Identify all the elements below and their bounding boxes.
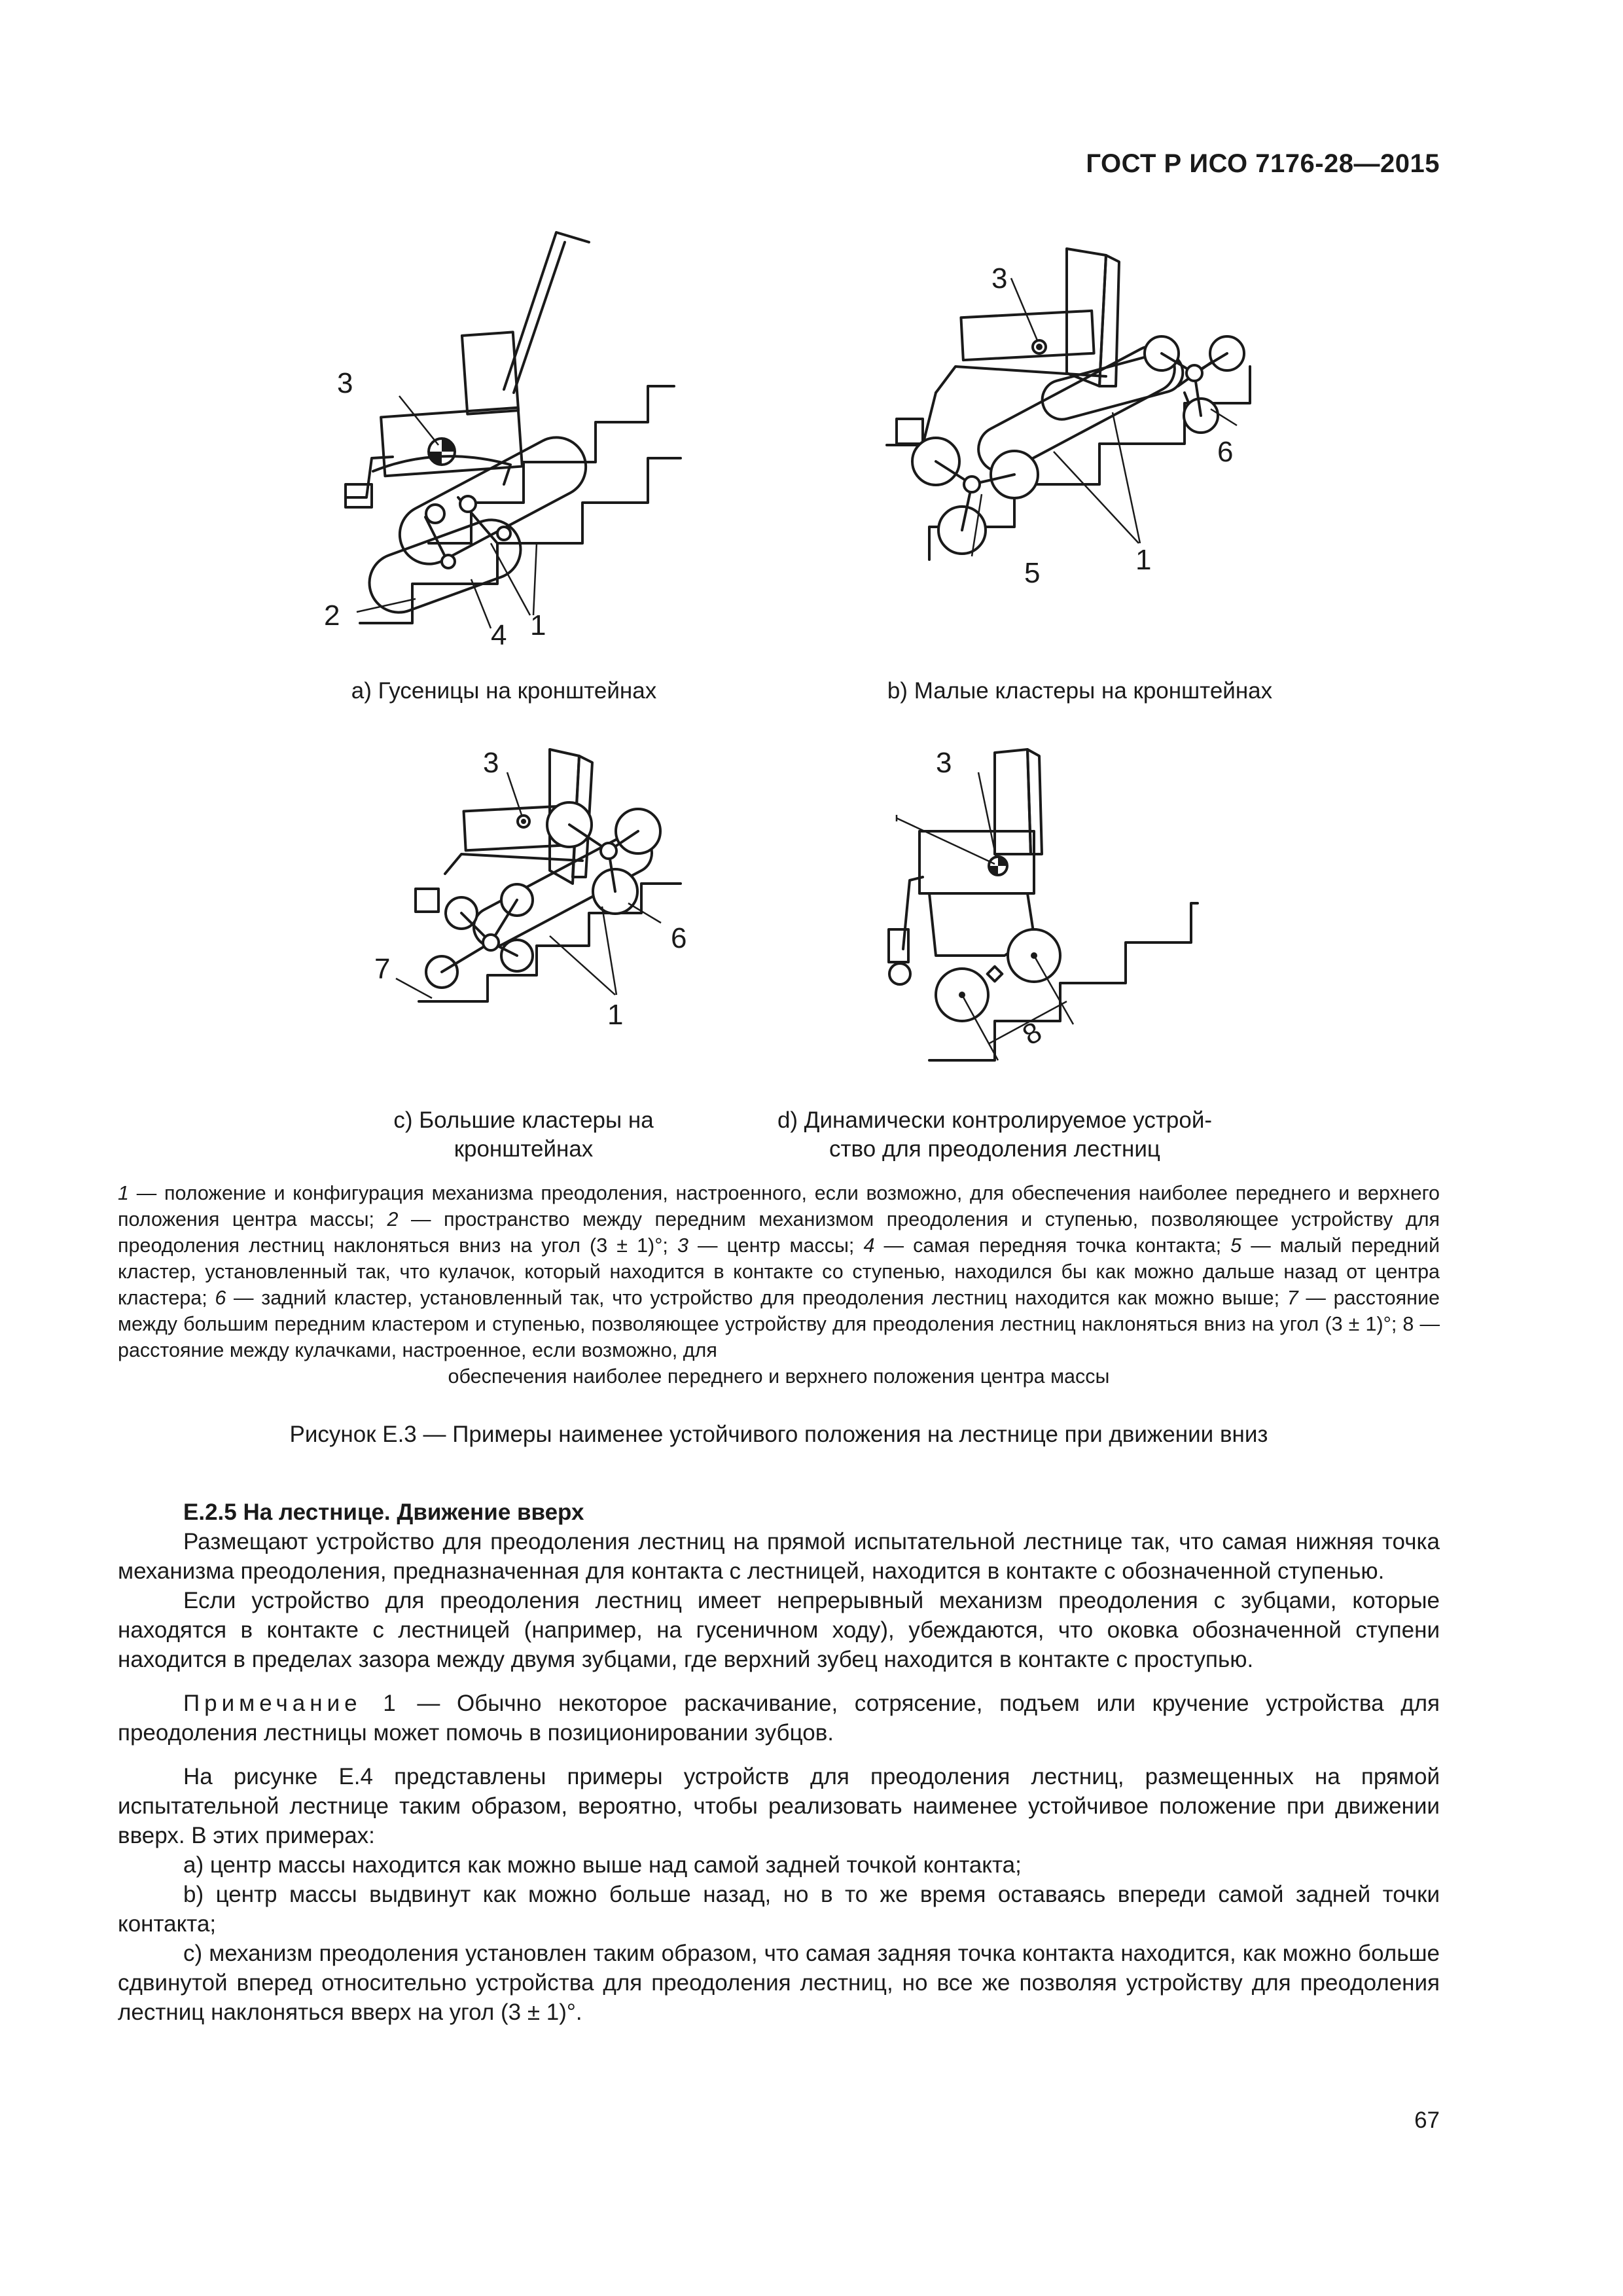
paragraph-3: На рисунке E.4 представлены примеры устройств для преодоления лестниц, размещенных на прямой испытательной лестнице таким образом, вероятно, чтобы реализовать наименее устойчивое положение при движении вверх. В этих примерах: xyxy=(118,1764,1440,1848)
label-b-5: 5 xyxy=(1024,557,1041,589)
paragraph-2: Если устройство для преодоления лестниц имеет непрерывный механизм преодоления с зубцами, которые находятся в контакте с лестницей (например, на гусеничном ходу), убеждаются, что оковка обозначенной ступени находится в пределах зазора между двумя зубцами, где верхний зубец находится в контакте с проступью. xyxy=(118,1588,1440,1672)
caption-c-line1: c) Большие кластеры на xyxy=(393,1107,654,1133)
section-body xyxy=(118,1498,1440,2027)
label-b-6: 6 xyxy=(1217,436,1234,468)
figure-legend xyxy=(118,1180,1440,1390)
wheelchair-a xyxy=(346,232,596,620)
note-label: Примечание 1 xyxy=(183,1691,401,1716)
label-c-6: 6 xyxy=(671,922,687,954)
list-item-b: b) центр массы выдвинут как можно больше назад, но в то же время оставаясь впереди самой задней точки контакта; xyxy=(118,1882,1440,1937)
caption-d xyxy=(753,1106,1237,1164)
caption-b: b) Малые кластеры на кронштейнах xyxy=(887,678,1273,704)
legend-body: 1 — положение и конфигурация механизма преодоления, настроенного, если возможно, для обеспечения наиболее переднего и верхнего положения центра массы; 2 — пространство между передним механизмом преодоления и ступенью, позволяющее устройству для преодоления лестниц наклоняться вниз на угол (3 ± 1)°; 3 — центр массы; 4 — самая передняя точка контакта; 5 — малый передний кластер, установленный так, что кулачок, который находится в контакте со ступенью, находился бы как можно дальше назад от центра кластера; 6 — задний кластер, установленный так, что устройство для преодоления лестниц находится как можно выше; 7 — расстояние между большим передним кластером и ступенью, позволяющее устройству для преодоления лестниц наклоняться вниз на угол (3 ± 1)°; 8 — расстояние между кулачками, настроенное, если возможно, для xyxy=(118,1182,1440,1361)
callouts-d xyxy=(897,772,996,864)
label-b-1: 1 xyxy=(1135,544,1152,576)
figure-c-large-clusters xyxy=(366,740,720,1031)
label-c-1: 1 xyxy=(607,999,624,1031)
legend-last-line: обеспечения наиболее переднего и верхнего положения центра массы xyxy=(448,1365,1110,1388)
callouts-a xyxy=(357,396,537,628)
label-a-4: 4 xyxy=(491,619,507,651)
label-a-1: 1 xyxy=(530,609,546,641)
list-item-a: a) центр массы находится как можно выше над самой задней точкой контакта; xyxy=(183,1852,1022,1878)
label-d-8: 8 xyxy=(1017,1015,1048,1052)
wheelchair-d xyxy=(889,749,1073,1060)
wheelchair-b xyxy=(887,249,1244,554)
label-a-2: 2 xyxy=(324,600,340,632)
caption-d-line2: ство для преодоления лестниц xyxy=(829,1136,1160,1162)
note-1 xyxy=(118,1689,1440,1748)
label-c-3: 3 xyxy=(483,747,499,779)
figure-a-tracks xyxy=(308,236,700,661)
list-item-c: c) механизм преодоления установлен таким образом, что самая задняя точка контакта находится, как можно больше сдвинутой вперед относительно устройства для преодоления лестниц, но все же позволяя устройству для преодоления лестниц наклоняться вверх на угол (3 ± 1)°. xyxy=(118,1941,1440,2025)
label-d-3: 3 xyxy=(936,747,952,779)
label-a-3: 3 xyxy=(337,367,353,399)
section-heading: E.2.5 На лестнице. Движение вверх xyxy=(183,1499,584,1525)
paragraph-1: Размещают устройство для преодоления лестниц на прямой испытательной лестнице так, что самая нижняя точка механизма преодоления, предназначенная для контакта с лестницей, находится в контакте с обозначенной ступенью. xyxy=(118,1529,1440,1584)
page-number: 67 xyxy=(1414,2108,1440,2133)
label-b-3: 3 xyxy=(991,262,1008,295)
caption-c xyxy=(340,1106,707,1164)
figure-d-dynamic-device xyxy=(870,740,1224,1080)
caption-d-line1: d) Динамически контролируемое устрой- xyxy=(777,1107,1213,1133)
figure-b-small-clusters xyxy=(857,236,1302,602)
note-text: — Обычно некоторое раскачивание, сотрясение, подъем или кручение устройства для преодоления лестницы может помочь в позиционировании зубцов. xyxy=(118,1691,1440,1746)
document-code: ГОСТ Р ИСО 7176-28—2015 xyxy=(1086,149,1440,178)
label-c-7: 7 xyxy=(374,953,391,985)
caption-a: a) Гусеницы на кронштейнах xyxy=(351,678,657,704)
figure-title: Рисунок E.3 — Примеры наименее устойчивого положения на лестнице при движении вниз xyxy=(289,1422,1268,1447)
caption-c-line2: кронштейнах xyxy=(454,1136,594,1162)
